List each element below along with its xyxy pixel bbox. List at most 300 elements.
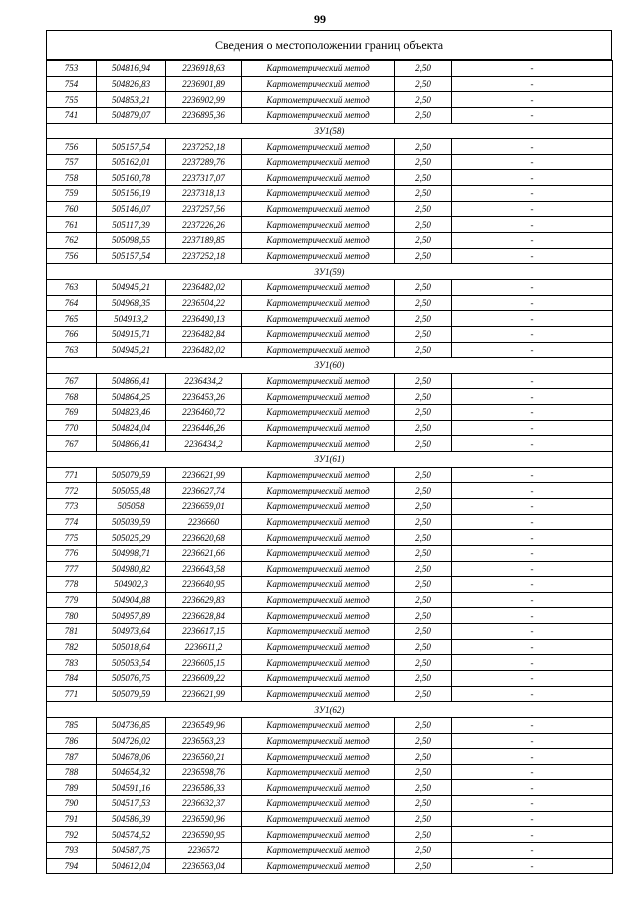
y-coordinate: 2236617,15: [166, 624, 242, 640]
table-row: [47, 373, 613, 389]
point-number: 788: [47, 764, 97, 780]
point-number: 789: [47, 780, 97, 796]
y-coordinate: 2236620,68: [166, 530, 242, 546]
accuracy-value: 2,50: [395, 467, 452, 483]
accuracy-value: 2,50: [395, 420, 452, 436]
x-coordinate: 505018,64: [97, 639, 166, 655]
x-coordinate: 504973,64: [97, 624, 166, 640]
y-coordinate: 2236560,21: [166, 749, 242, 765]
determination-method: Картометрический метод: [242, 780, 395, 796]
y-coordinate: 2237317,07: [166, 170, 242, 186]
description: -: [452, 92, 613, 108]
description: -: [452, 577, 613, 593]
determination-method: Картометрический метод: [242, 373, 395, 389]
accuracy-value: 2,50: [395, 154, 452, 170]
determination-method: Картометрический метод: [242, 858, 395, 874]
determination-method: Картометрический метод: [242, 405, 395, 421]
description: -: [452, 248, 613, 264]
table-row: [47, 639, 613, 655]
accuracy-value: 2,50: [395, 811, 452, 827]
description: -: [452, 217, 613, 233]
x-coordinate: 505098,55: [97, 233, 166, 249]
x-coordinate: 504913,2: [97, 311, 166, 327]
page-number: 99: [314, 12, 326, 26]
table-row: [47, 686, 613, 702]
table-row: [47, 233, 613, 249]
accuracy-value: 2,50: [395, 61, 452, 77]
description: -: [452, 827, 613, 843]
accuracy-value: 2,50: [395, 201, 452, 217]
table-row: [47, 811, 613, 827]
table-row: [47, 530, 613, 546]
description: -: [452, 342, 613, 358]
table-row: [47, 827, 613, 843]
section-label: ЗУ1(58): [47, 123, 613, 139]
accuracy-value: 2,50: [395, 483, 452, 499]
accuracy-value: 2,50: [395, 545, 452, 561]
accuracy-value: 2,50: [395, 186, 452, 202]
table-row: [47, 170, 613, 186]
table-row: [47, 843, 613, 859]
x-coordinate: 504945,21: [97, 342, 166, 358]
determination-method: Картометрический метод: [242, 76, 395, 92]
determination-method: Картометрический метод: [242, 279, 395, 295]
table-row: [47, 201, 613, 217]
accuracy-value: 2,50: [395, 233, 452, 249]
description: -: [452, 186, 613, 202]
accuracy-value: 2,50: [395, 764, 452, 780]
table-row: [47, 217, 613, 233]
table-row: [47, 655, 613, 671]
y-coordinate: 2236621,99: [166, 467, 242, 483]
point-number: 759: [47, 186, 97, 202]
accuracy-value: 2,50: [395, 170, 452, 186]
y-coordinate: 2236629,83: [166, 592, 242, 608]
point-number: 762: [47, 233, 97, 249]
y-coordinate: 2236598,76: [166, 764, 242, 780]
table-row: [47, 92, 613, 108]
table-row: [47, 749, 613, 765]
determination-method: Картометрический метод: [242, 170, 395, 186]
x-coordinate: 504586,39: [97, 811, 166, 827]
accuracy-value: 2,50: [395, 608, 452, 624]
description: -: [452, 811, 613, 827]
accuracy-value: 2,50: [395, 686, 452, 702]
description: -: [452, 279, 613, 295]
determination-method: Картометрический метод: [242, 420, 395, 436]
description: -: [452, 201, 613, 217]
description: -: [452, 764, 613, 780]
description: -: [452, 420, 613, 436]
determination-method: Картометрический метод: [242, 592, 395, 608]
point-number: 755: [47, 92, 97, 108]
point-number: 779: [47, 592, 97, 608]
table-row: [47, 389, 613, 405]
accuracy-value: 2,50: [395, 717, 452, 733]
point-number: 777: [47, 561, 97, 577]
determination-method: Картометрический метод: [242, 107, 395, 123]
determination-method: Картометрический метод: [242, 749, 395, 765]
x-coordinate: 504915,71: [97, 326, 166, 342]
y-coordinate: 2236632,37: [166, 796, 242, 812]
y-coordinate: 2236586,33: [166, 780, 242, 796]
description: -: [452, 514, 613, 530]
determination-method: Картометрический метод: [242, 217, 395, 233]
y-coordinate: 2236482,02: [166, 342, 242, 358]
table-row: [47, 436, 613, 452]
description: -: [452, 373, 613, 389]
x-coordinate: 505025,29: [97, 530, 166, 546]
point-number: 764: [47, 295, 97, 311]
point-number: 756: [47, 248, 97, 264]
table-row: [47, 139, 613, 155]
point-number: 741: [47, 107, 97, 123]
x-coordinate: 504968,35: [97, 295, 166, 311]
description: -: [452, 796, 613, 812]
point-number: 791: [47, 811, 97, 827]
description: -: [452, 655, 613, 671]
table-row: [47, 186, 613, 202]
x-coordinate: 504678,06: [97, 749, 166, 765]
determination-method: Картометрический метод: [242, 342, 395, 358]
table-row: [47, 498, 613, 514]
y-coordinate: 2236609,22: [166, 670, 242, 686]
y-coordinate: 2237257,56: [166, 201, 242, 217]
y-coordinate: 2236490,13: [166, 311, 242, 327]
point-number: 787: [47, 749, 97, 765]
y-coordinate: 2236446,26: [166, 420, 242, 436]
determination-method: Картометрический метод: [242, 436, 395, 452]
x-coordinate: 505079,59: [97, 467, 166, 483]
point-number: 771: [47, 467, 97, 483]
y-coordinate: 2236590,95: [166, 827, 242, 843]
y-coordinate: 2237226,26: [166, 217, 242, 233]
accuracy-value: 2,50: [395, 514, 452, 530]
y-coordinate: 2236482,84: [166, 326, 242, 342]
table-row: [47, 608, 613, 624]
table-row: [47, 577, 613, 593]
point-number: 757: [47, 154, 97, 170]
determination-method: Картометрический метод: [242, 514, 395, 530]
point-number: 784: [47, 670, 97, 686]
point-number: 756: [47, 139, 97, 155]
table-row: [47, 61, 613, 77]
point-number: 767: [47, 436, 97, 452]
x-coordinate: 505117,39: [97, 217, 166, 233]
table-row: [47, 420, 613, 436]
point-number: 794: [47, 858, 97, 874]
description: -: [452, 139, 613, 155]
y-coordinate: 2236895,36: [166, 107, 242, 123]
x-coordinate: 505055,48: [97, 483, 166, 499]
table-row: [47, 248, 613, 264]
description: -: [452, 76, 613, 92]
y-coordinate: 2236572: [166, 843, 242, 859]
determination-method: Картометрический метод: [242, 92, 395, 108]
y-coordinate: 2236453,26: [166, 389, 242, 405]
accuracy-value: 2,50: [395, 326, 452, 342]
x-coordinate: 504736,85: [97, 717, 166, 733]
description: -: [452, 608, 613, 624]
description: -: [452, 326, 613, 342]
determination-method: Картометрический метод: [242, 717, 395, 733]
accuracy-value: 2,50: [395, 655, 452, 671]
determination-method: Картометрический метод: [242, 843, 395, 859]
determination-method: Картометрический метод: [242, 248, 395, 264]
description: -: [452, 858, 613, 874]
y-coordinate: 2236611,2: [166, 639, 242, 655]
point-number: 769: [47, 405, 97, 421]
description: -: [452, 61, 613, 77]
description: -: [452, 467, 613, 483]
point-number: 780: [47, 608, 97, 624]
y-coordinate: 2236621,99: [166, 686, 242, 702]
point-number: 753: [47, 61, 97, 77]
table-row: [47, 326, 613, 342]
determination-method: Картометрический метод: [242, 61, 395, 77]
accuracy-value: 2,50: [395, 389, 452, 405]
point-number: 768: [47, 389, 97, 405]
x-coordinate: 504904,88: [97, 592, 166, 608]
point-number: 773: [47, 498, 97, 514]
x-coordinate: 504826,83: [97, 76, 166, 92]
determination-method: Картометрический метод: [242, 577, 395, 593]
determination-method: Картометрический метод: [242, 233, 395, 249]
description: -: [452, 436, 613, 452]
table-row: [47, 624, 613, 640]
accuracy-value: 2,50: [395, 217, 452, 233]
determination-method: Картометрический метод: [242, 201, 395, 217]
accuracy-value: 2,50: [395, 733, 452, 749]
y-coordinate: 2236590,96: [166, 811, 242, 827]
determination-method: Картометрический метод: [242, 139, 395, 155]
accuracy-value: 2,50: [395, 796, 452, 812]
description: -: [452, 561, 613, 577]
determination-method: Картометрический метод: [242, 483, 395, 499]
accuracy-value: 2,50: [395, 843, 452, 859]
accuracy-value: 2,50: [395, 749, 452, 765]
x-coordinate: 505162,01: [97, 154, 166, 170]
description: -: [452, 170, 613, 186]
y-coordinate: 2236563,04: [166, 858, 242, 874]
section-label: ЗУ1(60): [47, 358, 613, 374]
y-coordinate: 2236659,01: [166, 498, 242, 514]
accuracy-value: 2,50: [395, 373, 452, 389]
point-number: 774: [47, 514, 97, 530]
accuracy-value: 2,50: [395, 342, 452, 358]
description: -: [452, 717, 613, 733]
point-number: 790: [47, 796, 97, 812]
accuracy-value: 2,50: [395, 624, 452, 640]
point-number: 785: [47, 717, 97, 733]
y-coordinate: 2236460,72: [166, 405, 242, 421]
accuracy-value: 2,50: [395, 76, 452, 92]
y-coordinate: 2236640,95: [166, 577, 242, 593]
determination-method: Картометрический метод: [242, 655, 395, 671]
table-row: [47, 467, 613, 483]
y-coordinate: 2236605,15: [166, 655, 242, 671]
y-coordinate: 2236901,89: [166, 76, 242, 92]
description: -: [452, 592, 613, 608]
table-row: [47, 733, 613, 749]
table-row: [47, 342, 613, 358]
y-coordinate: 2236902,99: [166, 92, 242, 108]
determination-method: Картометрический метод: [242, 326, 395, 342]
table-row: [47, 780, 613, 796]
y-coordinate: 2236482,02: [166, 279, 242, 295]
description: -: [452, 483, 613, 499]
table-row: [47, 796, 613, 812]
description: -: [452, 498, 613, 514]
x-coordinate: 505053,54: [97, 655, 166, 671]
point-number: 781: [47, 624, 97, 640]
description: -: [452, 670, 613, 686]
determination-method: Картометрический метод: [242, 186, 395, 202]
x-coordinate: 504945,21: [97, 279, 166, 295]
determination-method: Картометрический метод: [242, 389, 395, 405]
description: -: [452, 233, 613, 249]
y-coordinate: 2236918,63: [166, 61, 242, 77]
accuracy-value: 2,50: [395, 530, 452, 546]
point-number: 772: [47, 483, 97, 499]
determination-method: Картометрический метод: [242, 467, 395, 483]
table-row: [47, 514, 613, 530]
description: -: [452, 733, 613, 749]
determination-method: Картометрический метод: [242, 545, 395, 561]
table-row: [47, 295, 613, 311]
table-row: [47, 279, 613, 295]
accuracy-value: 2,50: [395, 561, 452, 577]
description: -: [452, 639, 613, 655]
table-row: [47, 405, 613, 421]
x-coordinate: 505079,59: [97, 686, 166, 702]
y-coordinate: 2236434,2: [166, 373, 242, 389]
y-coordinate: 2236504,22: [166, 295, 242, 311]
x-coordinate: 504853,21: [97, 92, 166, 108]
point-number: 782: [47, 639, 97, 655]
accuracy-value: 2,50: [395, 827, 452, 843]
y-coordinate: 2237252,18: [166, 248, 242, 264]
x-coordinate: 504726,02: [97, 733, 166, 749]
description: -: [452, 389, 613, 405]
y-coordinate: 2236434,2: [166, 436, 242, 452]
point-number: 786: [47, 733, 97, 749]
x-coordinate: 505058: [97, 498, 166, 514]
x-coordinate: 504980,82: [97, 561, 166, 577]
accuracy-value: 2,50: [395, 139, 452, 155]
table-row: [47, 858, 613, 874]
section-header-row: [47, 702, 613, 718]
x-coordinate: 504864,25: [97, 389, 166, 405]
accuracy-value: 2,50: [395, 592, 452, 608]
determination-method: Картометрический метод: [242, 827, 395, 843]
point-number: 776: [47, 545, 97, 561]
x-coordinate: 505076,75: [97, 670, 166, 686]
point-number: 763: [47, 279, 97, 295]
determination-method: Картометрический метод: [242, 686, 395, 702]
section-label: ЗУ1(61): [47, 452, 613, 468]
section-header-row: [47, 452, 613, 468]
description: -: [452, 154, 613, 170]
accuracy-value: 2,50: [395, 92, 452, 108]
point-number: 778: [47, 577, 97, 593]
x-coordinate: 504574,52: [97, 827, 166, 843]
description: -: [452, 545, 613, 561]
x-coordinate: 504517,53: [97, 796, 166, 812]
x-coordinate: 505157,54: [97, 139, 166, 155]
determination-method: Картометрический метод: [242, 811, 395, 827]
point-number: 771: [47, 686, 97, 702]
y-coordinate: 2237289,76: [166, 154, 242, 170]
x-coordinate: 504902,3: [97, 577, 166, 593]
point-number: 792: [47, 827, 97, 843]
y-coordinate: 2236563,23: [166, 733, 242, 749]
point-number: 763: [47, 342, 97, 358]
accuracy-value: 2,50: [395, 295, 452, 311]
y-coordinate: 2236621,66: [166, 545, 242, 561]
table-row: [47, 561, 613, 577]
y-coordinate: 2236660: [166, 514, 242, 530]
x-coordinate: 505156,19: [97, 186, 166, 202]
accuracy-value: 2,50: [395, 498, 452, 514]
x-coordinate: 504591,16: [97, 780, 166, 796]
x-coordinate: 504816,94: [97, 61, 166, 77]
x-coordinate: 505146,07: [97, 201, 166, 217]
description: -: [452, 530, 613, 546]
x-coordinate: 505157,54: [97, 248, 166, 264]
point-number: 770: [47, 420, 97, 436]
determination-method: Картометрический метод: [242, 796, 395, 812]
determination-method: Картометрический метод: [242, 295, 395, 311]
section-header-row: [47, 358, 613, 374]
x-coordinate: 504654,32: [97, 764, 166, 780]
determination-method: Картометрический метод: [242, 311, 395, 327]
table-row: [47, 592, 613, 608]
x-coordinate: 504866,41: [97, 436, 166, 452]
description: -: [452, 749, 613, 765]
x-coordinate: 504866,41: [97, 373, 166, 389]
description: -: [452, 295, 613, 311]
y-coordinate: 2236628,84: [166, 608, 242, 624]
description: -: [452, 780, 613, 796]
y-coordinate: 2236627,74: [166, 483, 242, 499]
determination-method: Картометрический метод: [242, 561, 395, 577]
accuracy-value: 2,50: [395, 639, 452, 655]
table-row: [47, 107, 613, 123]
x-coordinate: 504823,46: [97, 405, 166, 421]
determination-method: Картометрический метод: [242, 154, 395, 170]
section-label: ЗУ1(62): [47, 702, 613, 718]
determination-method: Картометрический метод: [242, 498, 395, 514]
accuracy-value: 2,50: [395, 780, 452, 796]
description: -: [452, 107, 613, 123]
determination-method: Картометрический метод: [242, 530, 395, 546]
y-coordinate: 2237189,85: [166, 233, 242, 249]
point-number: 783: [47, 655, 97, 671]
point-number: 765: [47, 311, 97, 327]
accuracy-value: 2,50: [395, 311, 452, 327]
accuracy-value: 2,50: [395, 436, 452, 452]
point-number: 775: [47, 530, 97, 546]
section-label: ЗУ1(59): [47, 264, 613, 280]
determination-method: Картометрический метод: [242, 639, 395, 655]
y-coordinate: 2237252,18: [166, 139, 242, 155]
table-row: [47, 483, 613, 499]
accuracy-value: 2,50: [395, 405, 452, 421]
x-coordinate: 504587,75: [97, 843, 166, 859]
section-header-row: [47, 264, 613, 280]
determination-method: Картометрический метод: [242, 608, 395, 624]
